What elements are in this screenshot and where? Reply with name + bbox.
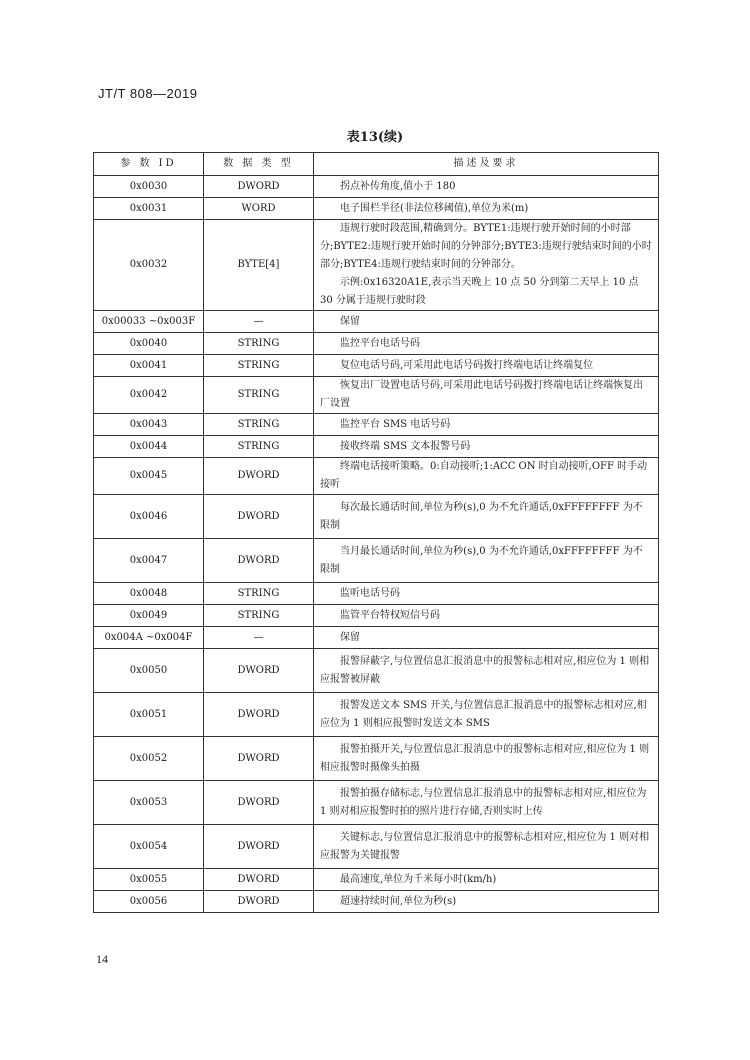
description-paragraph: 复位电话号码,可采用此电话号码拨打终端电话让终端复位 bbox=[340, 359, 594, 371]
data-type-cell: WORD bbox=[204, 198, 314, 220]
description-cell bbox=[314, 737, 659, 781]
description-paragraph: 电子围栏半径(非法位移阈值),单位为米(m) bbox=[340, 202, 529, 214]
data-type-cell: DWORD bbox=[204, 825, 314, 869]
table-row bbox=[94, 737, 659, 781]
description-paragraph: 监管平台特权短信号码 bbox=[340, 609, 440, 621]
table-row bbox=[94, 649, 659, 693]
description-paragraph: 每次最长通话时间,单位为秒(s),0 为不允许通话,0xFFFFFFFF 为不限制 bbox=[320, 501, 643, 531]
param-id-cell: 0x0042 bbox=[94, 377, 204, 414]
data-type-cell: DWORD bbox=[204, 781, 314, 825]
description-cell bbox=[314, 198, 659, 220]
param-id-cell: 0x0054 bbox=[94, 825, 204, 869]
data-type-cell: BYTE[4] bbox=[204, 220, 314, 311]
param-id-cell: 0x0056 bbox=[94, 891, 204, 913]
description-cell bbox=[314, 311, 659, 333]
table-row bbox=[94, 869, 659, 891]
param-id-cell: 0x0044 bbox=[94, 436, 204, 458]
data-type-cell: DWORD bbox=[204, 539, 314, 583]
table-row bbox=[94, 436, 659, 458]
description-cell bbox=[314, 495, 659, 539]
description-cell bbox=[314, 436, 659, 458]
table-row bbox=[94, 176, 659, 198]
param-id-cell: 0x0053 bbox=[94, 781, 204, 825]
param-id-cell: 0x0051 bbox=[94, 693, 204, 737]
data-type-cell: DWORD bbox=[204, 495, 314, 539]
data-type-cell: DWORD bbox=[204, 458, 314, 495]
param-id-cell: 0x0048 bbox=[94, 583, 204, 605]
table-row bbox=[94, 583, 659, 605]
param-id-cell: 0x0049 bbox=[94, 605, 204, 627]
description-paragraph: 示例:0x16320A1E,表示当天晚上 10 点 50 分到第二天早上 10 点 30 分属于违规行驶时段 bbox=[320, 277, 639, 306]
table-row bbox=[94, 355, 659, 377]
description-cell bbox=[314, 583, 659, 605]
data-type-cell: DWORD bbox=[204, 693, 314, 737]
description-cell bbox=[314, 605, 659, 627]
data-type-cell: — bbox=[204, 311, 314, 333]
table-row bbox=[94, 891, 659, 913]
description-paragraph: 监听电话号码 bbox=[340, 587, 400, 599]
page-number: 14 bbox=[96, 952, 108, 966]
table-row bbox=[94, 311, 659, 333]
description-cell bbox=[314, 355, 659, 377]
description-paragraph: 终端电话接听策略。0:自动接听;1:ACC ON 时自动接听,OFF 时手动接听 bbox=[320, 461, 648, 490]
data-type-cell: STRING bbox=[204, 333, 314, 355]
table-header-row bbox=[94, 153, 659, 176]
description-cell bbox=[314, 825, 659, 869]
data-type-cell: DWORD bbox=[204, 891, 314, 913]
description-cell bbox=[314, 781, 659, 825]
description-cell bbox=[314, 891, 659, 913]
description-paragraph: 最高速度,单位为千米每小时(km/h) bbox=[340, 873, 497, 885]
data-type-cell: DWORD bbox=[204, 737, 314, 781]
description-paragraph: 报警拍摄开关,与位置信息汇报消息中的报警标志相对应,相应位为 1 则相应报警时摄像头拍摄 bbox=[320, 743, 650, 773]
data-type-cell: STRING bbox=[204, 355, 314, 377]
table-row bbox=[94, 539, 659, 583]
description-cell bbox=[314, 414, 659, 436]
description-cell bbox=[314, 377, 659, 414]
description-paragraph: 保留 bbox=[340, 631, 360, 643]
data-type-cell: DWORD bbox=[204, 176, 314, 198]
description-paragraph: 关键标志,与位置信息汇报消息中的报警标志相对应,相应位为 1 则对相应报警为关键报警 bbox=[320, 831, 650, 861]
description-paragraph: 监控平台电话号码 bbox=[340, 337, 420, 349]
description-cell bbox=[314, 176, 659, 198]
description-cell bbox=[314, 869, 659, 891]
data-type-cell: — bbox=[204, 627, 314, 649]
parameter-table bbox=[93, 152, 659, 913]
data-type-cell: DWORD bbox=[204, 649, 314, 693]
param-id-cell: 0x0043 bbox=[94, 414, 204, 436]
description-paragraph: 监控平台 SMS 电话号码 bbox=[340, 418, 451, 430]
description-paragraph: 违规行驶时段范围,精确到分。BYTE1:违规行驶开始时间的小时部分;BYTE2:违规行驶开始时间的分钟部分;BYTE3:违规行驶结束时间的小时部分;BYTE4:违规行驶结束时间的分钟部分。 bbox=[320, 223, 652, 270]
description-paragraph: 保留 bbox=[340, 315, 360, 327]
description-cell bbox=[314, 627, 659, 649]
param-id-cell: 0x0031 bbox=[94, 198, 204, 220]
param-id-cell: 0x0032 bbox=[94, 220, 204, 311]
description-paragraph: 当月最长通话时间,单位为秒(s),0 为不允许通话,0xFFFFFFFF 为不限制 bbox=[320, 545, 643, 575]
table-row bbox=[94, 414, 659, 436]
column-header-type: 数 据 类 型 bbox=[204, 153, 314, 176]
data-type-cell: STRING bbox=[204, 583, 314, 605]
description-paragraph: 报警屏蔽字,与位置信息汇报消息中的报警标志相对应,相应位为 1 则相应报警被屏蔽 bbox=[320, 655, 650, 685]
description-paragraph: 超速持续时间,单位为秒(s) bbox=[340, 895, 457, 907]
param-id-cell: 0x0045 bbox=[94, 458, 204, 495]
description-paragraph: 恢复出厂设置电话号码,可采用此电话号码拨打终端电话让终端恢复出厂设置 bbox=[320, 380, 644, 409]
table-row bbox=[94, 627, 659, 649]
data-type-cell: STRING bbox=[204, 436, 314, 458]
param-id-cell: 0x0030 bbox=[94, 176, 204, 198]
description-cell bbox=[314, 333, 659, 355]
column-header-id: 参 数 ID bbox=[94, 153, 204, 176]
column-header-desc: 描述及要求 bbox=[314, 153, 659, 176]
param-id-cell: 0x0047 bbox=[94, 539, 204, 583]
description-cell bbox=[314, 693, 659, 737]
data-type-cell: STRING bbox=[204, 414, 314, 436]
table-body bbox=[94, 176, 659, 913]
table-caption: 表13(续) bbox=[346, 130, 404, 145]
param-id-cell: 0x004A ~0x004F bbox=[94, 627, 204, 649]
param-id-cell: 0x0050 bbox=[94, 649, 204, 693]
data-type-cell: STRING bbox=[204, 377, 314, 414]
param-id-cell: 0x0052 bbox=[94, 737, 204, 781]
table-row bbox=[94, 781, 659, 825]
table-row bbox=[94, 495, 659, 539]
param-id-cell: 0x0040 bbox=[94, 333, 204, 355]
table-row bbox=[94, 333, 659, 355]
description-paragraph: 报警拍摄存储标志,与位置信息汇报消息中的报警标志相对应,相应位为 1 则对相应报警时拍的照片进行存储,否则实时上传 bbox=[320, 787, 647, 817]
data-type-cell: DWORD bbox=[204, 869, 314, 891]
table-row bbox=[94, 198, 659, 220]
description-paragraph: 接收终端 SMS 文本报警号码 bbox=[340, 440, 471, 452]
description-cell bbox=[314, 649, 659, 693]
description-cell bbox=[314, 458, 659, 495]
table-row bbox=[94, 693, 659, 737]
table-row bbox=[94, 825, 659, 869]
data-type-cell: STRING bbox=[204, 605, 314, 627]
description-paragraph: 报警发送文本 SMS 开关,与位置信息汇报消息中的报警标志相对应,相应位为 1 则相应报警时发送文本 SMS bbox=[320, 699, 647, 729]
table-row bbox=[94, 605, 659, 627]
table-row bbox=[94, 458, 659, 495]
param-id-cell: 0x0041 bbox=[94, 355, 204, 377]
description-cell bbox=[314, 220, 659, 311]
table-row bbox=[94, 220, 659, 311]
param-id-cell: 0x00033 ~0x003F bbox=[94, 311, 204, 333]
standard-header: JT/T 808—2019 bbox=[98, 86, 198, 101]
param-id-cell: 0x0055 bbox=[94, 869, 204, 891]
description-paragraph: 拐点补传角度,值小于 180 bbox=[340, 180, 456, 192]
table-row bbox=[94, 377, 659, 414]
param-id-cell: 0x0046 bbox=[94, 495, 204, 539]
description-cell bbox=[314, 539, 659, 583]
